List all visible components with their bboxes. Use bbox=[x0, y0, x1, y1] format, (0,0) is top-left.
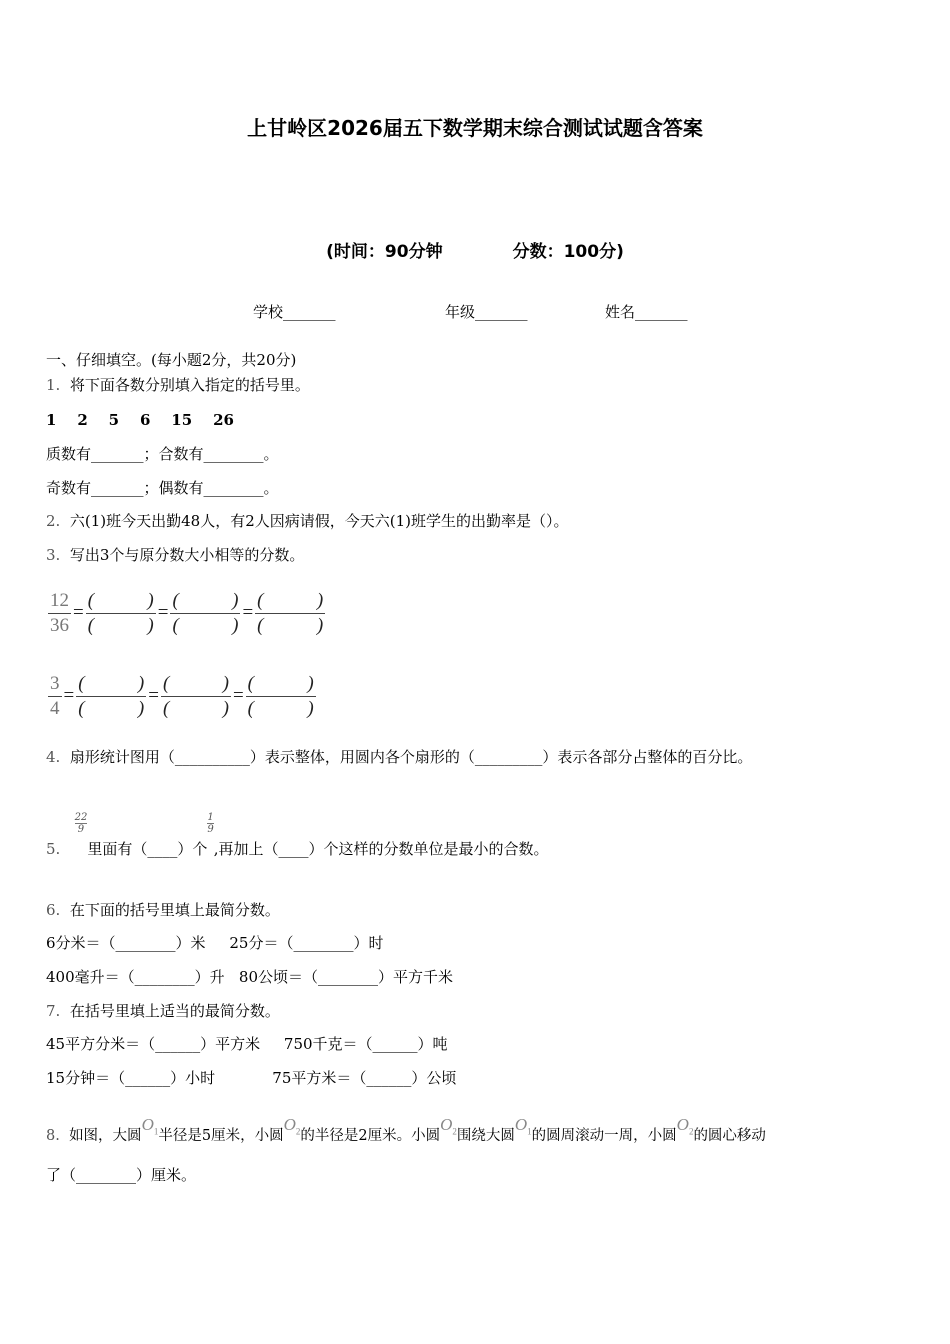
question-6 bbox=[46, 900, 280, 920]
fraction-22-9: $\frac{22}{9}$ bbox=[74, 812, 88, 835]
fraction-1-9: $\frac{1}{9}$ bbox=[207, 812, 214, 835]
q-number: 5. bbox=[46, 840, 61, 858]
q8-line2: 了（________）厘米。 bbox=[46, 1166, 197, 1184]
q-text: 扇形统计图用（__________）表示整体，用圆内各个扇形的（_________）表示各部分占整体的百分比。 bbox=[69, 748, 753, 766]
blank-fraction[interactable]: ( ) ( ) bbox=[162, 672, 229, 719]
blank-fraction[interactable]: ( ) ( ) bbox=[87, 589, 154, 636]
section-heading: 一、仔细填空。(每小题2分，共20分) bbox=[46, 351, 297, 369]
question-4 bbox=[46, 747, 752, 767]
q-text: 在下面的括号里填上最简分数。 bbox=[69, 901, 280, 919]
q-number: 8. bbox=[46, 1128, 60, 1144]
q-number: 7. bbox=[46, 1002, 61, 1020]
equals: = bbox=[148, 685, 159, 706]
given-fraction: $\frac{3}{4}$ bbox=[50, 672, 60, 719]
q-number: 2. bbox=[46, 512, 61, 530]
q-text: 在括号里填上适当的最简分数。 bbox=[69, 1002, 280, 1020]
equals: = bbox=[232, 685, 244, 706]
question-1 bbox=[46, 375, 310, 395]
circle-o1-symbol: $O_1$ bbox=[514, 1115, 532, 1137]
q6-line1: 6分米＝（________）米 25分＝（________）时 bbox=[46, 934, 384, 952]
school-field: 学校_______ bbox=[253, 303, 336, 321]
given-fraction: $\frac{12}{36}$ bbox=[50, 589, 69, 636]
time-limit: (时间：90分钟 bbox=[326, 242, 443, 262]
fraction-row-1 bbox=[46, 583, 327, 643]
grade-field: 年级_______ bbox=[445, 303, 528, 321]
blank-fraction[interactable]: ( ) ( ) bbox=[172, 589, 239, 636]
q-text: 将下面各数分别填入指定的括号里。 bbox=[69, 376, 310, 394]
circle-o1-symbol: $O_1$ bbox=[141, 1115, 159, 1137]
circle-o2-symbol: $O_2$ bbox=[283, 1115, 301, 1137]
blank-fraction[interactable]: ( ) ( ) bbox=[247, 672, 314, 719]
q1-line1: 质数有_______；合数有________。 bbox=[46, 445, 279, 463]
blank-fraction[interactable]: ( ) ( ) bbox=[78, 672, 145, 719]
circle-o2-symbol: $O_2$ bbox=[440, 1115, 457, 1137]
q-text: 六(1)班今天出勤48人，有2人因病请假，今天六(1)班学生的出勤率是（）。 bbox=[69, 512, 569, 530]
q-number: 6. bbox=[46, 901, 61, 919]
q-number: 4. bbox=[46, 748, 61, 766]
question-5 bbox=[46, 812, 549, 859]
q1-line2: 奇数有_______；偶数有________。 bbox=[46, 479, 279, 497]
blank-fraction[interactable]: ( ) ( ) bbox=[257, 589, 324, 636]
q-text: ,再加上（____）个这样的分数单位是最小的合数。 bbox=[213, 840, 549, 858]
page-title: 上甘岭区2026届五下数学期末综合测试试题含答案 bbox=[247, 116, 703, 140]
equals: = bbox=[242, 602, 254, 623]
question-3 bbox=[46, 545, 304, 565]
q-text: 里面有（____）个 bbox=[87, 840, 208, 858]
total-score: 分数：100分) bbox=[512, 242, 624, 262]
equals: = bbox=[63, 685, 75, 706]
name-field: 姓名_______ bbox=[605, 303, 688, 321]
q6-line2: 400毫升＝（________）升 80公顷＝（________）平方千米 bbox=[46, 968, 454, 986]
question-8: 8. 如图，大圆$O_1$半径是5厘米，小圆$O_2$的半径是2厘米。小圆$O_2$围绕大圆$O_1$的圆周滚动一周，小圆$O_2$的圆心移动 bbox=[46, 1115, 766, 1144]
fraction-row-2 bbox=[46, 666, 318, 726]
equals: = bbox=[73, 602, 84, 623]
question-7 bbox=[46, 1001, 280, 1021]
exam-info bbox=[0, 237, 950, 262]
q7-line1: 45平方分米＝（______）平方米 750千克＝（______）吨 bbox=[46, 1035, 448, 1053]
q-number: 3. bbox=[46, 546, 61, 564]
circle-o2-symbol: $O_2$ bbox=[676, 1115, 694, 1137]
q-number: 1. bbox=[46, 376, 61, 394]
q7-line2: 15分钟＝（______）小时 75平方米＝（______）公顷 bbox=[46, 1069, 457, 1087]
number-list: 1 2 5 6 15 26 bbox=[46, 411, 234, 429]
equals: = bbox=[157, 602, 169, 623]
question-2 bbox=[46, 511, 569, 531]
q-text: 写出3个与原分数大小相等的分数。 bbox=[69, 546, 305, 564]
